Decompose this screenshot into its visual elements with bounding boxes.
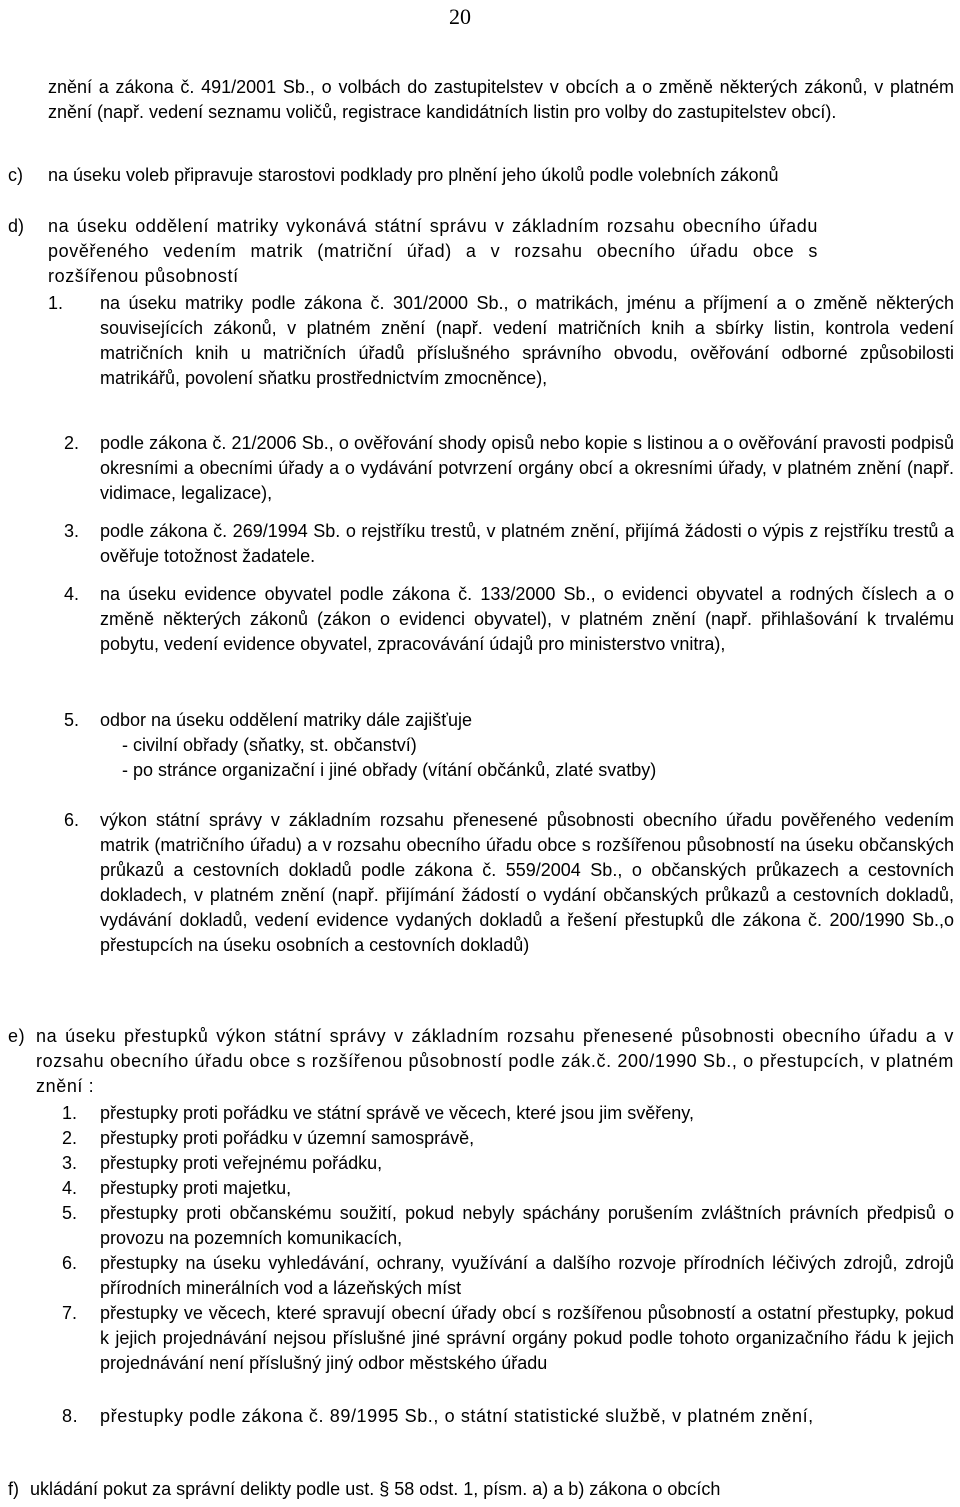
d-item-5-number: 5. xyxy=(64,710,80,730)
e-item-8-number: 8. xyxy=(62,1406,79,1426)
e-item-7-text: přestupky ve věcech, které spravují obecní úřady obcí s rozšířenou působností a ostatní přestupky, pokud k jejich projednávání nejsou příslušné jiné správní orgány pokud podle tohoto organizačního řádu k jejich projednávání není příslušný jiný odbor městského úřadu xyxy=(100,1303,954,1373)
section-f-text: ukládání pokut za správní delikty podle ust. § 58 odst. 1, písm. a) a b) zákona o obcích xyxy=(30,1479,721,1499)
e-item-5-number: 5. xyxy=(62,1203,78,1223)
d-item-4-text: na úseku evidence obyvatel podle zákona č. 133/2000 Sb., o evidenci obyvatel a rodných číslech a o změně některých zákonů (zákon o evidenci obyvatel), v platném znění (např. přihlašování k trvalému pobytu, vedení evidence obyvatel, zpracovávání údajů pro ministerstvo vnitra), xyxy=(100,584,954,654)
section-c-text: na úseku voleb připravuje starostovi podklady pro plnění jeho úkolů podle volebních zákonů xyxy=(48,165,779,185)
d-item-5-sub-2: - po stránce organizační i jiné obřady (vítání občánků, zlaté svatby) xyxy=(122,760,657,780)
section-e-text: na úseku přestupků výkon státní správy v základním rozsahu přenesené působnosti obecního úřadu a v rozsahu obecního úřadu obce s rozšířenou působností podle zák.č. 200/1990 Sb., o přestupcích, v platném znění : xyxy=(36,1026,954,1096)
d-item-5-text: odbor na úseku oddělení matriky dále zajišťuje xyxy=(100,710,472,730)
d-item-2-text: podle zákona č. 21/2006 Sb., o ověřování shody opisů nebo kopie s listinou a o ověřování pravosti podpisů okresními a obecními úřady a o vydávání potvrzení orgány obcí a okresními úřady, v platném znění (např. vidimace, legalizace), xyxy=(100,433,954,503)
e-item-1-text: přestupky proti pořádku ve státní správě ve věcech, které jsou jim svěřeny, xyxy=(100,1103,694,1123)
page-number: 20 xyxy=(449,4,471,29)
section-d-marker: d) xyxy=(8,216,25,236)
d-item-4-number: 4. xyxy=(64,584,80,604)
d-item-6-text: výkon státní správy v základním rozsahu přenesené působnosti obecního úřadu pověřeného vedením matrik (matričního úřadu) a v rozsahu obecního úřadu obce s rozšířenou působností na úseku občanských průkazů a cestovních dokladů podle zákona č. 559/2004 Sb., o občanských průkazech a cestovních dokladech, v platném znění (např. přijímání žádostí o vydání občanských průkazů a cestovních dokladů, vydávání dokladů, vedení evidence vydaných dokladů a řešení přestupků dle zákona č. 200/1990 Sb.,o přestupcích na úseku osobních a cestovních dokladů) xyxy=(100,810,954,955)
d-item-2-number: 2. xyxy=(64,433,80,453)
e-item-1-number: 1. xyxy=(62,1103,78,1123)
section-d-text: na úseku oddělení matriky vykonává státní správu v základním rozsahu obecního úřadu pověřeného vedením matrik (matriční úřad) a v rozsahu obecního úřadu obce s rozšířenou působností xyxy=(48,216,818,286)
d-item-5-sub-1: - civilní obřady (sňatky, st. občanství) xyxy=(122,735,417,755)
section-f-marker: f) xyxy=(8,1479,19,1499)
e-item-8-text: přestupky podle zákona č. 89/1995 Sb., o státní statistické službě, v platném znění, xyxy=(100,1406,814,1426)
section-e-marker: e) xyxy=(8,1026,26,1046)
d-item-1-number: 1. xyxy=(48,293,64,313)
e-item-5-text: přestupky proti občanskému soužití, pokud nebyly spáchány porušením zvláštních právních předpisů o provozu na pozemních komunikacích, xyxy=(100,1203,954,1248)
intro-paragraph: znění a zákona č. 491/2001 Sb., o volbách do zastupitelstev v obcích a o změně některých zákonů, v platném znění (např. vedení seznamu voličů, registrace kandidátních listin pro volby do zastupitelstev obcí). xyxy=(48,77,954,122)
e-item-7-number: 7. xyxy=(62,1303,78,1323)
e-item-6-text: přestupky na úseku vyhledávání, ochrany, využívání a dalšího rozvoje přírodních léčivých zdrojů, zdrojů přírodních minerálních vod a lázeňských míst xyxy=(100,1253,954,1298)
section-c-marker: c) xyxy=(8,165,23,185)
e-item-3-number: 3. xyxy=(62,1153,78,1173)
e-item-2-text: přestupky proti pořádku v územní samosprávě, xyxy=(100,1128,475,1148)
d-item-3-number: 3. xyxy=(64,521,80,541)
e-item-4-number: 4. xyxy=(62,1178,78,1198)
e-item-3-text: přestupky proti veřejnému pořádku, xyxy=(100,1153,383,1173)
d-item-1-text: na úseku matriky podle zákona č. 301/2000 Sb., o matrikách, jménu a příjmení a o změně některých souvisejících zákonů, v platném znění (např. vedení matričních knih a sbírky listin, kontrola vedení matričních knih u matričních úřadů příslušného správního obvodu, ověřování odborné způsobilosti matrikářů, povolení sňatku prostřednictvím zmocněnce), xyxy=(100,293,954,388)
e-item-6-number: 6. xyxy=(62,1253,78,1273)
e-item-4-text: přestupky proti majetku, xyxy=(100,1178,292,1198)
d-item-3-text: podle zákona č. 269/1994 Sb. o rejstříku trestů, v platném znění, přijímá žádosti o výpis z rejstříku trestů a ověřuje totožnost žadatele. xyxy=(100,521,954,566)
e-item-2-number: 2. xyxy=(62,1128,78,1148)
d-item-6-number: 6. xyxy=(64,810,80,830)
